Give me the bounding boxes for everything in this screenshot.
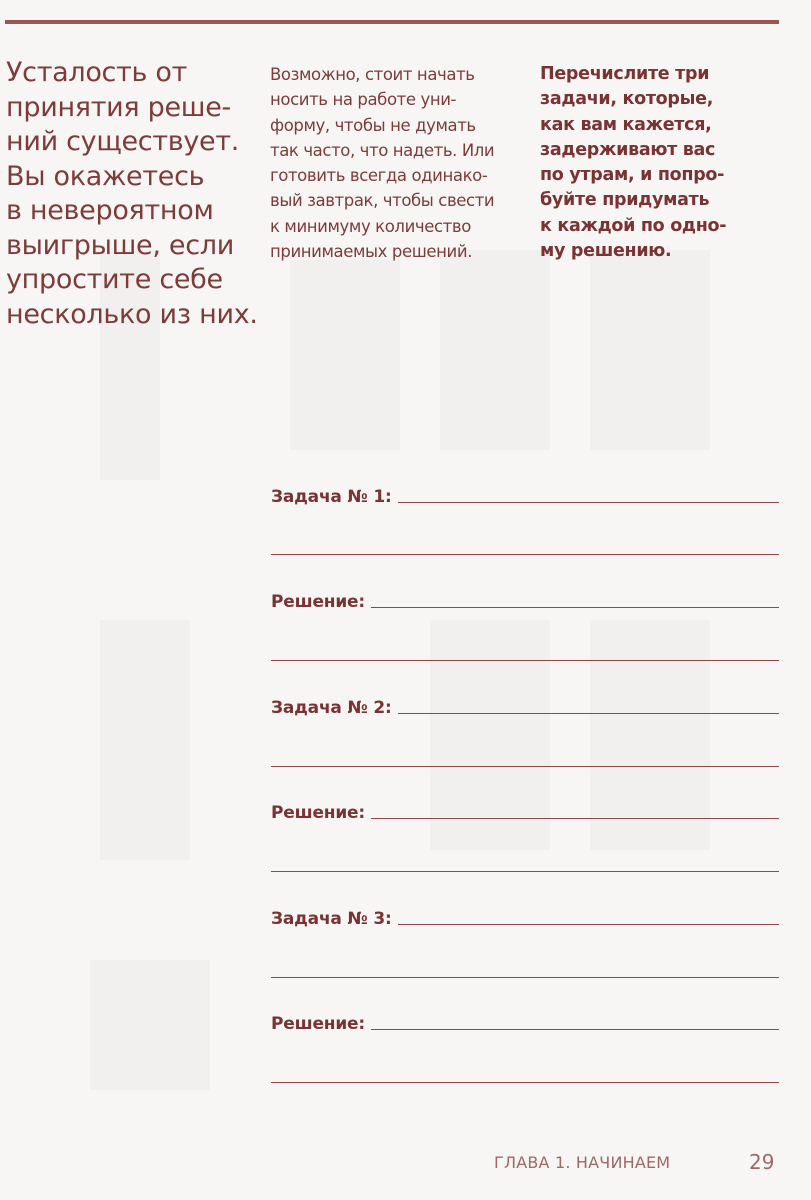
prompt-line: к каждой по одно-	[540, 215, 727, 236]
intro-line: Усталость от	[6, 57, 188, 88]
solution-3-field[interactable]	[271, 1007, 779, 1033]
body-line: принимаемых решений.	[270, 242, 473, 262]
solution-2-field[interactable]	[271, 796, 779, 822]
solution-3-write-line-2[interactable]	[271, 1082, 779, 1083]
prompt-line: Перечислите три	[540, 64, 710, 84]
prompt-line: по утрам, и попро-	[540, 165, 725, 186]
background-watermark	[290, 260, 400, 450]
intro-line: упростите себе	[6, 264, 223, 295]
chapter-running-footer: ГЛАВА 1. НАЧИНАЕМ	[494, 1153, 671, 1172]
task-2-write-line[interactable]	[398, 713, 779, 714]
background-watermark	[590, 250, 710, 450]
solution-1-write-line[interactable]	[371, 607, 779, 608]
intro-line: выигрыше, если	[6, 229, 234, 261]
intro-heading	[6, 56, 256, 332]
task-1-write-line[interactable]	[398, 502, 779, 503]
task-3-write-line-2[interactable]	[271, 977, 779, 978]
task-3-label: Задача № 3:	[271, 909, 392, 929]
task-1-field[interactable]	[271, 480, 779, 506]
solution-1-write-line-2[interactable]	[271, 660, 779, 661]
solution-2-write-line[interactable]	[371, 818, 779, 819]
solution-1-field[interactable]	[271, 585, 779, 611]
task-3-field[interactable]	[271, 902, 779, 928]
body-line: Возможно, стоит начать	[270, 65, 475, 84]
body-paragraph	[270, 62, 530, 264]
solution-2-label: Решение:	[271, 803, 365, 823]
task-2-write-line-2[interactable]	[271, 766, 779, 767]
solution-1-label: Решение:	[271, 592, 365, 612]
background-watermark	[100, 620, 190, 860]
body-line: к минимуму количество	[270, 216, 471, 236]
task-3-write-line[interactable]	[398, 924, 779, 925]
body-line: носить на работе уни-	[270, 90, 457, 110]
prompt-line: как вам кажется,	[540, 114, 712, 135]
prompt-line: буйте придумать	[540, 190, 710, 211]
intro-line: в невероятном	[6, 195, 214, 226]
task-1-label: Задача № 1:	[271, 487, 392, 507]
intro-line: принятия реше-	[6, 91, 231, 123]
intro-line: Вы окажетесь	[6, 160, 205, 192]
intro-line: ний существует.	[6, 126, 240, 157]
exercise-prompt	[540, 62, 800, 264]
task-2-label: Задача № 2:	[271, 698, 392, 718]
solution-2-write-line-2[interactable]	[271, 871, 779, 872]
prompt-line: задачи, которые,	[540, 89, 714, 110]
task-1-write-line-2[interactable]	[271, 554, 779, 555]
background-watermark	[90, 960, 210, 1090]
body-line: готовить всегда одинако-	[270, 166, 488, 186]
prompt-line: задерживают вас	[540, 139, 716, 160]
task-2-field[interactable]	[271, 691, 779, 717]
body-line: вый завтрак, чтобы свести	[270, 191, 495, 211]
intro-line: несколько из них.	[6, 298, 258, 330]
top-rule	[5, 20, 779, 24]
solution-3-write-line[interactable]	[371, 1029, 779, 1030]
background-watermark	[440, 250, 550, 450]
page-number: 29	[749, 1150, 775, 1174]
solution-3-label: Решение:	[271, 1014, 365, 1034]
body-line: форму, чтобы не думать	[270, 115, 476, 135]
body-line: так часто, что надеть. Или	[270, 140, 495, 160]
prompt-line: му решению.	[540, 241, 672, 262]
